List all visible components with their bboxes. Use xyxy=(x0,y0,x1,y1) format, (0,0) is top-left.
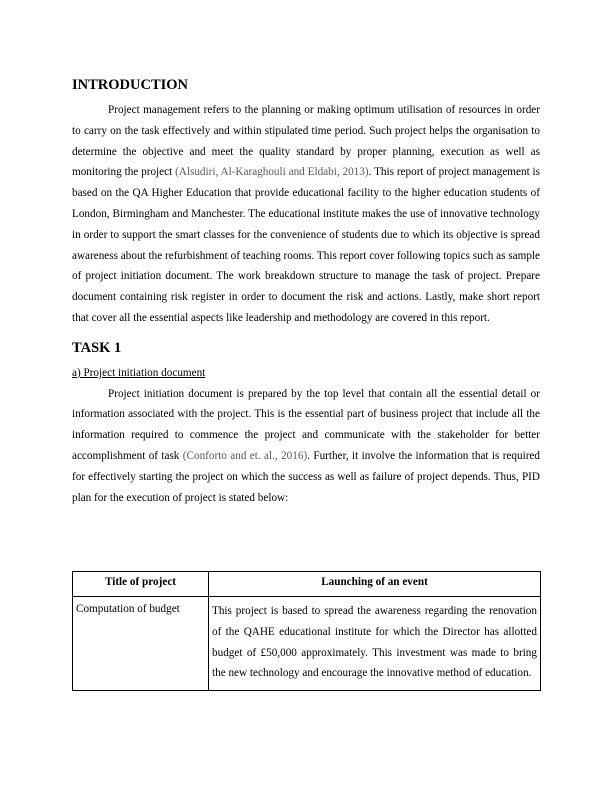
task1-citation: (Conforto and et. al., 2016) xyxy=(182,449,308,462)
pid-subheading: a) Project initiation document xyxy=(72,366,206,379)
pid-table-header-row xyxy=(73,572,541,597)
intro-text-part2: . This report of project management is based on the QA Higher Education that provide educational facility to the higher education students of London, Birmingham and Manchester. The educational institute makes the use of innovative technology in order to support the smart classes for the convenience of students due to which its objective is spread awareness about the refurbishment of teaching rooms. This report cover following topics such as sample of project initiation document. The work breakdown structure to manage the task of project. Prepare document containing risk register in order to document the risk and actions. Lastly, make short report that cover all the essential aspects like leadership and methodology are covered in this report. xyxy=(72,166,541,324)
task1-text-part1: Project initiation document is prepared by the top level that contain all the essential detail or information associated with the project. This is the essential part of business project that include all the information required to commence the project and communicate with the stakeholder for better accomplishment of task xyxy=(72,387,540,462)
table-row xyxy=(73,597,541,691)
document-body xyxy=(72,76,540,508)
pid-row-label: Computation of budget xyxy=(73,597,209,691)
pid-header-event: Launching of an event xyxy=(209,572,541,597)
task1-heading: TASK 1 xyxy=(72,339,122,356)
pid-header-title: Title of project xyxy=(73,572,209,597)
intro-citation: (Alsudiri, Al-Karaghouli and Eldabi, 2013) xyxy=(175,166,369,179)
task1-text-part2: . Further, it involve the information that is required for effectively starting the project on which the success as well as failure of project depends. Thus, PID plan for the execution of project is stated below: xyxy=(72,449,540,504)
introduction-paragraph xyxy=(72,100,540,329)
pid-row-text: This project is based to spread the awareness regarding the renovation of the QAHE educational institute for which the Director has allotted budget of £50,000 approximately. This investment was made to bring the new technology and encourage the innovative method of education. xyxy=(209,597,541,691)
pid-table xyxy=(72,571,541,691)
introduction-heading: INTRODUCTION xyxy=(72,77,189,93)
intro-text-part1: Project management refers to the planning or making optimum utilisation of resources in order to carry on the task effectively and within stipulated time period. Such project helps the organisation to determine the objective and meet the quality standard by proper planning, execution as well as monitoring the project xyxy=(72,104,540,179)
task1-paragraph xyxy=(72,384,540,509)
